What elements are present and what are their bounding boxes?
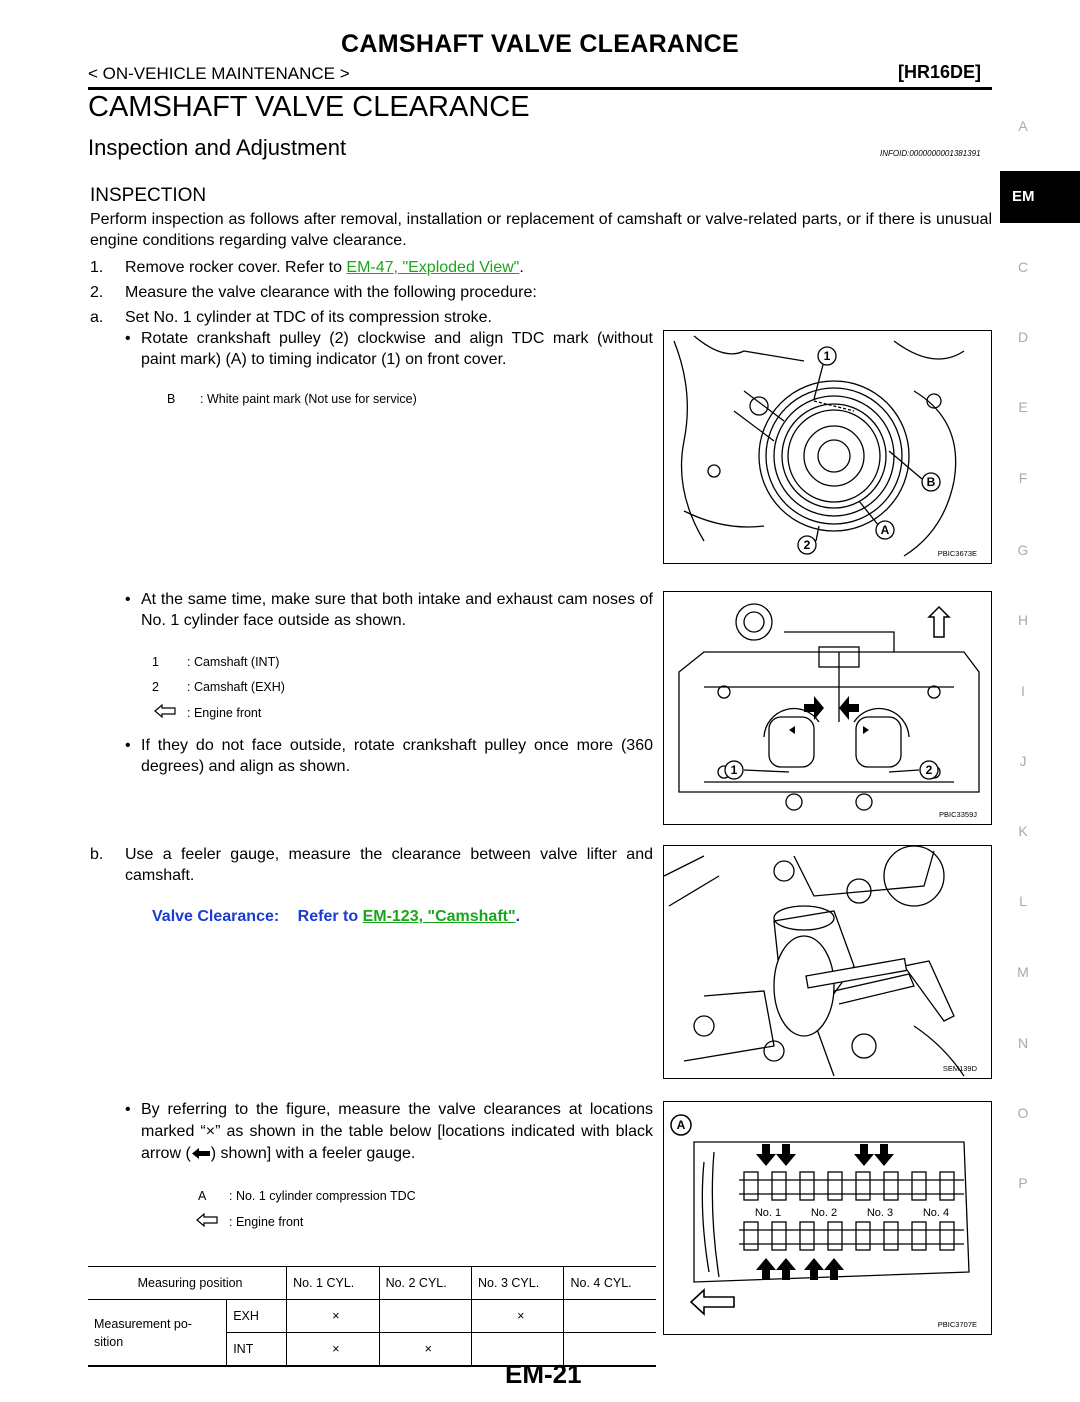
- step-1: [125, 257, 685, 278]
- side-index-m[interactable]: M: [1017, 964, 1029, 980]
- callout-1: 1: [730, 763, 738, 777]
- valve-clearance-spec: [152, 906, 520, 927]
- exploded-view-link[interactable]: EM-47, "Exploded View": [346, 259, 520, 276]
- side-index-k[interactable]: K: [1018, 823, 1028, 839]
- measurement-table: [88, 1266, 656, 1367]
- legend-1-value: : Camshaft (INT): [187, 655, 280, 669]
- header-rule: [88, 87, 992, 90]
- feeler-gauge-figure: [663, 845, 992, 1079]
- side-index-g[interactable]: G: [1017, 542, 1029, 558]
- cylinder-no1-label: No. 1: [754, 1207, 782, 1219]
- side-index-c[interactable]: C: [1017, 259, 1029, 275]
- bullet-dot: •: [125, 1101, 131, 1118]
- bullet-a1-text: Rotate crankshaft pulley (2) clockwise and align TDC mark (without paint mark) (A) to timing indicator (1) on front cover.: [141, 330, 653, 368]
- table-cell: EXH: [227, 1300, 287, 1333]
- table-cell: ×: [379, 1333, 471, 1367]
- row-label: Measurement po- sition: [94, 1316, 192, 1349]
- black-arrow-icon: [191, 1147, 211, 1160]
- bullet-a2-text: At the same time, make sure that both intake and exhaust cam noses of No. 1 cylinder face outside as shown.: [141, 591, 653, 629]
- legend-2-key: 2: [152, 680, 159, 694]
- cylinder-no3-label: No. 3: [866, 1207, 894, 1219]
- side-index-j[interactable]: J: [1019, 753, 1027, 769]
- header-section: < ON-VEHICLE MAINTENANCE >: [88, 64, 350, 83]
- legend-a-key: A: [198, 1189, 207, 1203]
- cylinder-no4-label: No. 4: [922, 1207, 950, 1219]
- side-index-a[interactable]: A: [1018, 118, 1028, 134]
- table-header: No. 1 CYL.: [287, 1267, 379, 1300]
- legend-front-value: : Engine front: [229, 1215, 304, 1229]
- legend-1-key: 1: [152, 655, 159, 669]
- step-2-text: Measure the valve clearance with the following procedure:: [125, 284, 537, 301]
- step-1-end: .: [519, 259, 524, 276]
- table-cell: [379, 1300, 471, 1333]
- side-index-f[interactable]: F: [1018, 470, 1028, 486]
- callout-1: 1: [823, 349, 831, 363]
- table-cell: [564, 1300, 656, 1333]
- cylinder-no2-label: No. 2: [810, 1207, 838, 1219]
- step-a-number: a.: [90, 309, 104, 326]
- figure-id: SEM139D: [942, 1064, 977, 1073]
- step-a-text: Set No. 1 cylinder at TDC of its compression stroke.: [125, 309, 492, 326]
- side-index-h[interactable]: H: [1017, 612, 1029, 628]
- step-b-number: b.: [90, 846, 104, 863]
- step-b-text: Use a feeler gauge, measure the clearance between valve lifter and camshaft.: [125, 846, 653, 884]
- camshaft-spec-link[interactable]: EM-123, "Camshaft": [362, 908, 516, 925]
- feeler-gauge-drawing: [664, 846, 991, 1078]
- side-index-n[interactable]: N: [1017, 1035, 1029, 1051]
- figure-id: PBIC3707E: [937, 1320, 977, 1329]
- side-index-l[interactable]: L: [1019, 893, 1027, 909]
- step-2-number: 2.: [90, 284, 104, 301]
- side-index-o[interactable]: O: [1017, 1105, 1029, 1121]
- bullet-b1-part1: By referring to the figure, measure the valve clearances at locations marked “×” as shown in the table below [locations indicated with black arrow (: [141, 1101, 653, 1162]
- step-1-number: 1.: [90, 259, 104, 276]
- header-title: CAMSHAFT VALVE CLEARANCE: [341, 30, 739, 58]
- camshaft-position-figure: [663, 591, 992, 825]
- spec-end: .: [515, 908, 521, 925]
- section-heading: INSPECTION: [90, 185, 207, 206]
- header-engine: [HR16DE]: [898, 62, 982, 82]
- bullet-dot: •: [125, 591, 131, 608]
- callout-2: 2: [925, 763, 933, 777]
- engine-front-arrow-icon: [153, 703, 177, 724]
- legend-b-key: B: [167, 392, 176, 406]
- valve-location-drawing: [664, 1102, 991, 1334]
- figure-id: PBIC3673E: [937, 549, 977, 558]
- bullet-dot: •: [125, 330, 131, 347]
- table-cell: ×: [287, 1333, 379, 1367]
- figure-id: PBIC3359J: [939, 810, 977, 819]
- side-index-e[interactable]: E: [1018, 399, 1028, 415]
- bullet-b1-text: [141, 1099, 653, 1165]
- table-header: No. 3 CYL.: [472, 1267, 564, 1300]
- step-1-text: Remove rocker cover. Refer to: [125, 259, 342, 276]
- engine-front-arrow-icon: [195, 1212, 219, 1233]
- spec-label: Valve Clearance:: [152, 908, 280, 925]
- spec-ref: Refer to: [297, 908, 359, 925]
- callout-a: A: [676, 1118, 686, 1132]
- bullet-a3-text: If they do not face outside, rotate crankshaft pulley once more (360 degrees) and align as shown.: [141, 737, 653, 775]
- valve-location-figure: [663, 1101, 992, 1335]
- intro-paragraph: Perform inspection as follows after removal, installation or replacement of camshaft or valve-related parts, or if there is unusual engine conditions regarding valve clearance.: [90, 211, 992, 249]
- legend-front-value: : Engine front: [187, 706, 262, 720]
- info-id: INFOID:0000000001381391: [880, 149, 981, 158]
- camshaft-position-drawing: [664, 592, 991, 824]
- table-cell: INT: [227, 1333, 287, 1367]
- legend-2-value: : Camshaft (EXH): [187, 680, 285, 694]
- callout-b: B: [926, 475, 936, 489]
- side-index-i[interactable]: I: [1021, 683, 1025, 699]
- callout-2: 2: [803, 538, 811, 552]
- side-tab-em[interactable]: EM: [1000, 171, 1080, 223]
- page-subtitle: Inspection and Adjustment: [88, 135, 347, 160]
- table-cell: ×: [472, 1300, 564, 1333]
- side-index-p[interactable]: P: [1018, 1175, 1028, 1191]
- crankshaft-pulley-figure: [663, 330, 992, 564]
- table-cell: ×: [287, 1300, 379, 1333]
- callout-a: A: [880, 523, 890, 537]
- bullet-dot: •: [125, 737, 131, 754]
- bullet-b1-part2: ) shown] with a feeler gauge.: [210, 1145, 416, 1162]
- crankshaft-pulley-drawing: [664, 331, 991, 563]
- table-header: Measuring position: [137, 1276, 243, 1290]
- legend-a-value: : No. 1 cylinder compression TDC: [229, 1189, 416, 1203]
- legend-b-value: : White paint mark (Not use for service): [200, 392, 417, 406]
- side-index-d[interactable]: D: [1017, 329, 1029, 345]
- page-number: EM-21: [505, 1359, 582, 1389]
- page-title: CAMSHAFT VALVE CLEARANCE: [88, 91, 530, 123]
- table-header: No. 2 CYL.: [379, 1267, 471, 1300]
- table-header: No. 4 CYL.: [564, 1267, 656, 1300]
